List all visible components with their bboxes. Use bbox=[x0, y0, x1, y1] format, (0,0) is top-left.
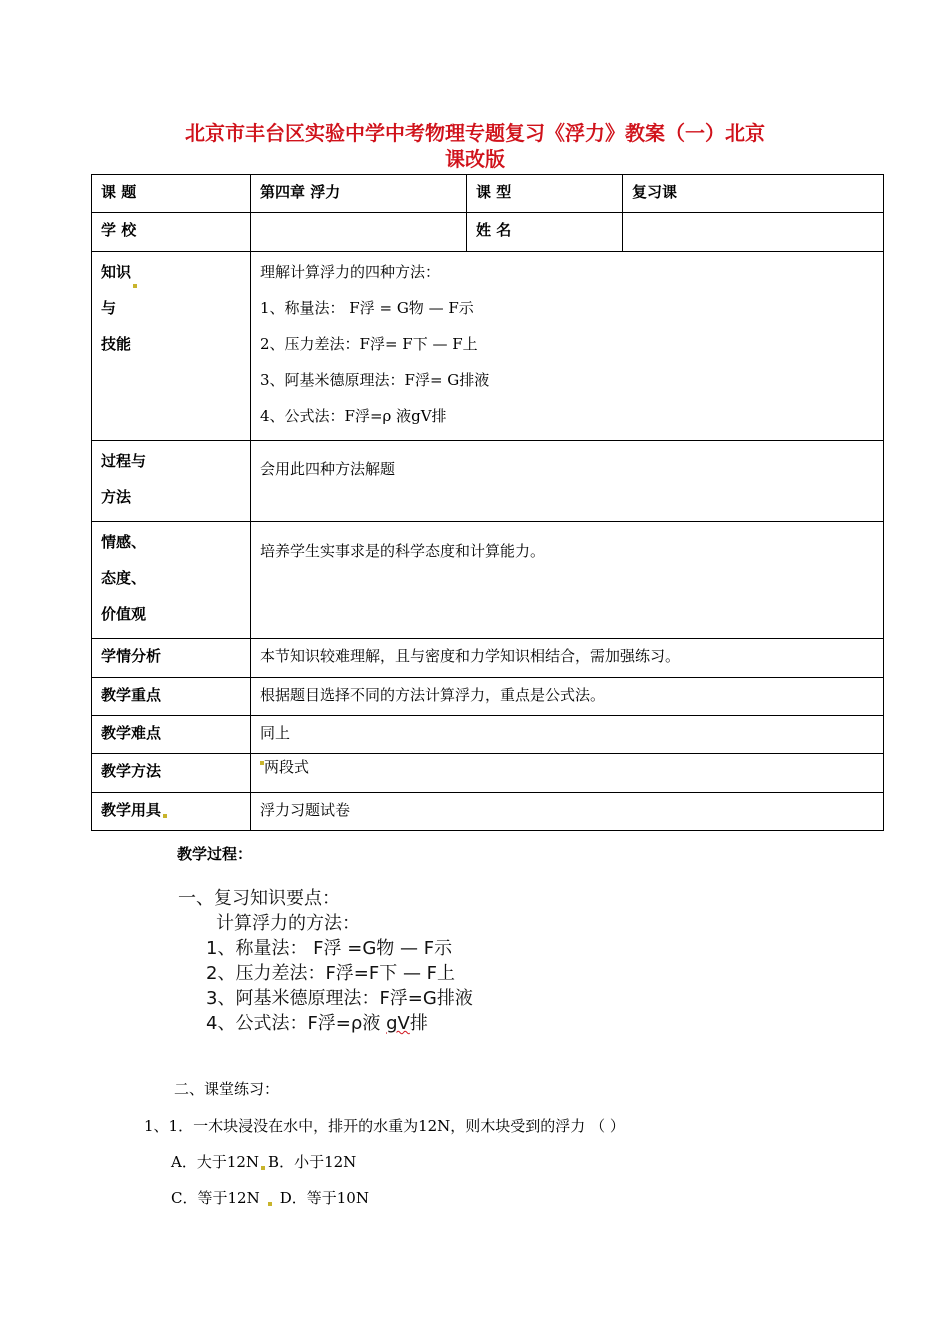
topic-value: 第四章 浮力 bbox=[251, 175, 467, 213]
knowledge-label-line: 与 bbox=[101, 299, 117, 317]
table-row bbox=[92, 441, 884, 522]
emotion-label bbox=[92, 522, 251, 639]
option-d: D．等于10N bbox=[279, 1189, 369, 1207]
question-text: 1、1．一木块浸没在水中，排开的水重为12N，则木块受到的浮力 （ ） bbox=[144, 1117, 625, 1135]
name-label: 姓 名 bbox=[467, 213, 623, 252]
knowledge-line: 3、阿基米德原理法：F浮= G排液 bbox=[260, 371, 490, 389]
option-b: B．小于12N bbox=[268, 1153, 357, 1171]
knowledge-label-line: 技能 bbox=[101, 335, 132, 353]
review-item: 1、称量法： F浮 =G物 — F示 bbox=[206, 938, 453, 959]
review-points-image bbox=[178, 886, 473, 1036]
analysis-label: 学情分析 bbox=[92, 639, 251, 678]
knowledge-content bbox=[251, 252, 884, 441]
knowledge-line: 理解计算浮力的四种方法： bbox=[260, 263, 441, 281]
knowledge-label-line: 知识 bbox=[101, 254, 241, 290]
emotion-label-line: 态度、 bbox=[101, 569, 147, 587]
school-label: 学 校 bbox=[92, 213, 251, 252]
process-label bbox=[92, 441, 251, 522]
analysis-content: 本节知识较难理解，且与密度和力学知识相结合，需加强练习。 bbox=[251, 639, 884, 678]
table-row bbox=[92, 793, 884, 831]
table-row bbox=[92, 175, 884, 213]
difficulty-label: 教学难点 bbox=[92, 716, 251, 754]
table-row bbox=[92, 252, 884, 441]
tools-content: 浮力习题试卷 bbox=[251, 793, 884, 831]
process-label-line: 方法 bbox=[101, 488, 132, 506]
knowledge-label bbox=[92, 252, 251, 441]
focus-label: 教学重点 bbox=[92, 678, 251, 716]
table-row bbox=[92, 213, 884, 252]
options-row-1 bbox=[171, 1151, 356, 1172]
process-content: 会用此四种方法解题 bbox=[251, 441, 884, 522]
review-heading: 一、复习知识要点： bbox=[178, 888, 340, 909]
school-value bbox=[251, 213, 467, 252]
table-row bbox=[92, 522, 884, 639]
tools-label: 教学用具 bbox=[92, 793, 251, 831]
teaching-process-heading: 教学过程： bbox=[177, 845, 253, 863]
type-value: 复习课 bbox=[623, 175, 884, 213]
difficulty-content: 同上 bbox=[251, 716, 884, 754]
mark-icon bbox=[163, 814, 167, 818]
review-item: 2、压力差法：F浮=F下 — F上 bbox=[206, 963, 456, 984]
emotion-label-line: 价值观 bbox=[101, 605, 147, 623]
table-row bbox=[92, 754, 884, 793]
option-c: C．等于12N bbox=[171, 1189, 260, 1207]
emotion-content: 培养学生实事求是的科学态度和计算能力。 bbox=[251, 522, 884, 639]
practice-heading: 二、课堂练习： bbox=[174, 1080, 280, 1098]
table-row bbox=[92, 716, 884, 754]
title-line-2: 课改版 bbox=[445, 147, 505, 171]
focus-content: 根据题目选择不同的方法计算浮力，重点是公式法。 bbox=[251, 678, 884, 716]
topic-label: 课 题 bbox=[92, 175, 251, 213]
knowledge-line: 2、压力差法：F浮= F下 — F上 bbox=[260, 335, 478, 353]
method-label: 教学方法 bbox=[92, 754, 251, 793]
method-content: 两段式 bbox=[251, 754, 884, 793]
table-row bbox=[92, 639, 884, 678]
knowledge-line: 1、称量法： F浮 = G物 — F示 bbox=[260, 299, 474, 317]
name-value bbox=[623, 213, 884, 252]
mark-icon bbox=[268, 1202, 272, 1206]
options-row-2 bbox=[171, 1187, 369, 1208]
table-row bbox=[92, 678, 884, 716]
review-subheading: 计算浮力的方法： bbox=[216, 913, 360, 934]
option-a: A．大于12N bbox=[171, 1153, 260, 1171]
review-item: 3、阿基米德原理法：F浮=G排液 bbox=[206, 988, 473, 1009]
title-line-1: 北京市丰台区实验中学中考物理专题复习《浮力》教案（一）北京 bbox=[185, 121, 765, 145]
mark-icon bbox=[133, 284, 137, 288]
emotion-label-line: 情感、 bbox=[101, 533, 147, 551]
lesson-plan-table bbox=[91, 174, 884, 831]
process-label-line: 过程与 bbox=[101, 452, 147, 470]
review-item: 4、公式法：F浮=ρ液 gV排 bbox=[206, 1013, 428, 1034]
document-title bbox=[90, 120, 860, 172]
review-item-underlined: gV bbox=[386, 1013, 410, 1034]
type-label: 课 型 bbox=[467, 175, 623, 213]
mark-icon bbox=[261, 1166, 265, 1170]
knowledge-line: 4、公式法：F浮=ρ 液gV排 bbox=[260, 407, 447, 425]
